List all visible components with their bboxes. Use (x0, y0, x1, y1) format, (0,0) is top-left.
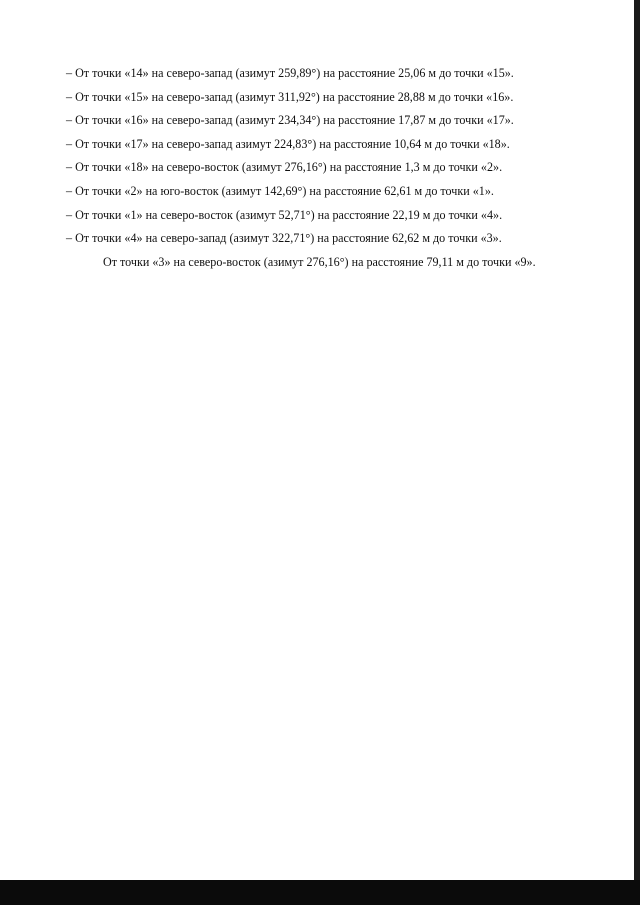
route-line-1-4: – От точки «1» на северо-восток (азимут 52,71°) на расстояние 22,19 м до точки «4». (66, 207, 503, 222)
route-line-18-2: – От точки «18» на северо-восток (азимут 276,16°) на расстояние 1,3 м до точки «2». (66, 160, 503, 175)
route-line-2-1: – От точки «2» на юго-восток (азимут 142,69°) на расстояние 62,61 м до точки «1». (66, 183, 494, 198)
scan-right-edge (634, 0, 640, 880)
route-line-14-15: – От точки «14» на северо-запад (азимут 259,89°) на расстояние 25,06 м до точки «15». (66, 66, 514, 80)
route-line-4-3: – От точки «4» на северо-запад (азимут 322,71°) на расстояние 62,62 м до точки «3». (66, 231, 502, 246)
route-line-15-16: – От точки «15» на северо-запад (азимут 311,92°) на расстояние 28,88 м до точки «16». (66, 89, 514, 104)
route-line-16-17: – От точки «16» на северо-запад (азимут 234,34°) на расстояние 17,87 м до точки «17». (66, 113, 514, 128)
document-body (66, 62, 586, 274)
route-line-3-9: От точки «3» на северо-восток (азимут 276,16°) на расстояние 79,11 м до точки «9». (103, 254, 536, 269)
route-line-17-18: – От точки «17» на северо-запад азимут 224,83°) на расстояние 10,64 м до точки «18». (66, 136, 510, 151)
scan-bottom-edge (0, 880, 640, 905)
